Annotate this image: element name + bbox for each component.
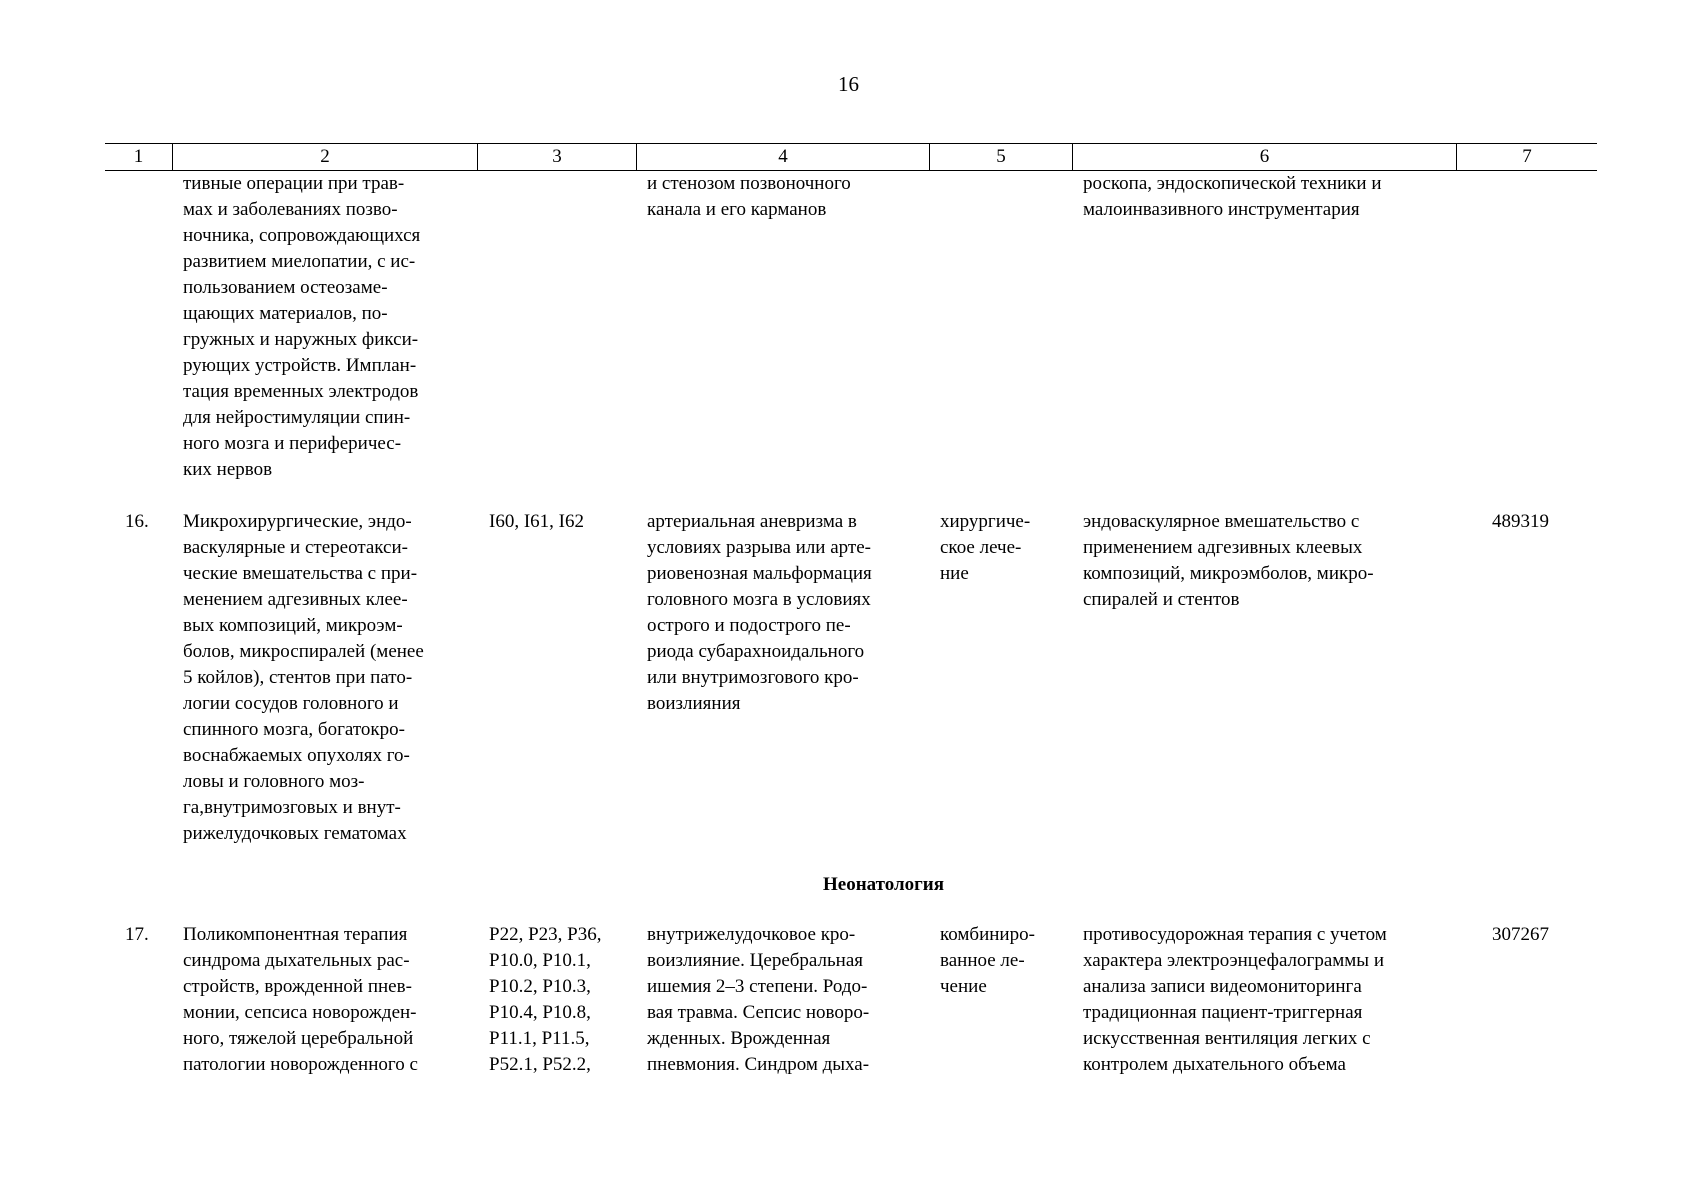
treatment-method-cell: эндоваскулярное вмешательство с применением адгезивных клеевых композиций, микроэмболов, микро- спиралей и стентов xyxy=(1083,511,1374,610)
column-number-2: 2 xyxy=(172,144,477,170)
diagnosis-codes-cell: P22, P23, P36, P10.0, P10.1, P10.2, P10.3, P10.4, P10.8, P11.1, P11.5, P52.1, P52.2, xyxy=(489,924,602,1075)
column-number-6: 6 xyxy=(1072,144,1456,170)
services-table xyxy=(105,143,1597,1078)
treatment-type-cell: комбиниро- ванное ле- чение xyxy=(940,924,1035,997)
column-number-1: 1 xyxy=(133,146,144,167)
treatment-type-cell: хирургиче- ское лече- ние xyxy=(940,511,1031,584)
diagnosis-codes-cell: I60, I61, I62 xyxy=(489,511,584,532)
service-name-cell: тивные операции при трав- мах и заболеваниях позво- ночника, сопровождающихся развитием миелопатии, с ис- пользованием остеозаме- щающих материалов, по- гружных и наружных фикси- рующих устройств. Имплан- тация временных электродов для нейростимуляции спин- ного мозга и периферичес- ких нервов xyxy=(183,173,421,480)
treatment-method-cell: роскопа, эндоскопической техники и малоинвазивного инструментария xyxy=(1083,173,1382,220)
patient-model-cell: артериальная аневризма в условиях разрыва или арте- риовенозная мальформация головного мозга в условиях острого и подострого пе- риода субарахноидального или внутримозгового кро- воизлияния xyxy=(647,511,872,714)
cost-cell xyxy=(1456,171,1597,483)
table-row xyxy=(105,171,1597,483)
patient-model-cell: внутрижелудочковое кро- воизлияние. Церебральная ишемия 2–3 степени. Родо- вая травма. Сепсис новоро- жденных. Врожденная пневмония. Синдром дыха- xyxy=(647,924,870,1075)
section-title: Неонатология xyxy=(822,874,944,895)
row-number: 17. xyxy=(125,924,149,945)
column-number-5: 5 xyxy=(929,144,1072,170)
patient-model-cell: и стенозом позвоночного канала и его карманов xyxy=(647,173,851,220)
service-name-cell: Микрохирургические, эндо- васкулярные и стереотакси- ческие вмешательства с при- менением адгезивных клее- вых композиций, микроэм- болов, микроспиралей (менее 5 койлов), стентов при пато- логии сосудов головного и спинного мозга, богатокро- воснабжаемых опухолях го- ловы и головного моз- га,внутримозговых и внут- рижелудочковых гематомах xyxy=(183,511,424,844)
diagnosis-codes-cell xyxy=(477,171,636,483)
row-number xyxy=(105,171,172,483)
column-number-header xyxy=(105,143,1597,171)
treatment-type-cell xyxy=(929,171,1072,483)
row-number: 16. xyxy=(125,511,149,532)
table-row xyxy=(105,509,1597,847)
column-number-4: 4 xyxy=(636,144,929,170)
treatment-method-cell: противосудорожная терапия с учетом характера электроэнцефалограммы и анализа записи видеомониторинга традиционная пациент-триггерная искусственная вентиляция легких с контролем дыхательного объема xyxy=(1083,924,1387,1075)
column-number-7: 7 xyxy=(1456,144,1597,170)
service-name-cell: Поликомпонентная терапия синдрома дыхательных рас- стройств, врожденной пнев- монии, сепсиса новорожден- ного, тяжелой церебральной патологии новорожденного с xyxy=(183,924,418,1075)
column-number-3: 3 xyxy=(477,144,636,170)
table-row xyxy=(105,922,1597,1078)
page-number: 16 xyxy=(838,72,859,96)
cost-cell: 489319 xyxy=(1492,511,1549,532)
cost-cell: 307267 xyxy=(1492,924,1549,945)
